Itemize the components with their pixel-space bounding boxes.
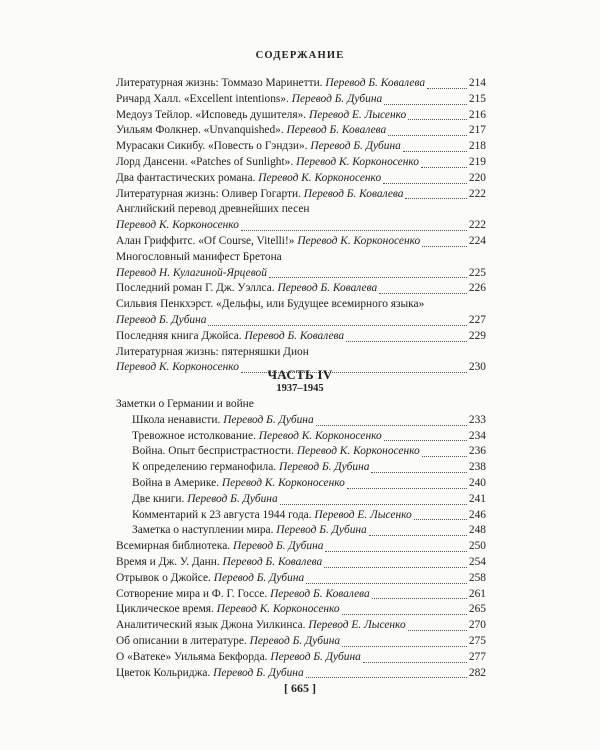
entry-page: 229 [468, 329, 486, 342]
entry-text [116, 602, 340, 618]
dot-leader [306, 677, 467, 678]
dot-leader [427, 88, 467, 89]
entry-page: 277 [468, 650, 486, 663]
entry-text [116, 539, 323, 555]
entry-text [116, 139, 401, 155]
dot-leader [379, 293, 467, 294]
dot-leader [383, 183, 467, 184]
toc-entry [116, 92, 486, 108]
entry-translator: Перевод Е. Лысенко [308, 619, 406, 632]
entry-text [116, 123, 386, 139]
entry-page: 233 [468, 413, 486, 426]
entry-translator: Перевод Б. Ковалева [303, 187, 404, 200]
dot-leader [388, 135, 467, 136]
toc-entry [116, 429, 486, 445]
entry-translator: Перевод Е. Лысенко [314, 508, 412, 521]
toc-entry [116, 634, 486, 650]
toc-entry [116, 171, 486, 187]
entry-text [116, 202, 486, 218]
entry-translator: Перевод Б. Дубина [276, 524, 367, 537]
toc-entry [116, 587, 486, 603]
entry-title: Английский перевод древнейших песен [116, 203, 310, 216]
entry-title: Тревожное истолкование. [132, 429, 259, 442]
entry-text [116, 650, 361, 666]
toc-entry [116, 155, 486, 171]
entry-page: 217 [468, 124, 486, 137]
toc-entry [116, 202, 486, 218]
dot-leader [306, 583, 467, 584]
entry-title: Цветок Кольриджа. [116, 666, 214, 679]
entry-translator: Перевод Б. Ковалева [244, 329, 345, 342]
entry-text [116, 187, 403, 203]
entry-translator: Перевод Н. Кулагиной-Ярцевой [116, 266, 267, 279]
toc-entry [116, 76, 486, 92]
entry-page: 220 [468, 171, 486, 184]
entry-page: 258 [468, 571, 486, 584]
entry-translator: Перевод Б. Дубина [232, 540, 324, 553]
entry-page: 215 [468, 92, 486, 105]
dot-leader [422, 246, 467, 247]
toc-entry [116, 476, 486, 492]
toc-entry [116, 508, 486, 524]
entry-translator: Перевод К. Корконосенко [116, 361, 239, 374]
entry-text [116, 155, 419, 171]
toc-entry [116, 539, 486, 555]
entry-title: Война в Америке. [132, 476, 222, 489]
entry-title: Сильвия Пенкхэрст. «Дельфы, или Будущее всемирного языка» [116, 298, 425, 311]
entry-title: Сотворение мира и Ф. Г. Госсе. [116, 587, 271, 600]
dot-leader [372, 598, 467, 599]
entry-page: 282 [468, 666, 486, 679]
dot-leader [414, 519, 467, 520]
entry-text [132, 476, 345, 492]
dot-leader [346, 341, 467, 342]
dot-leader [269, 277, 467, 278]
entry-text [116, 666, 304, 682]
dot-leader [405, 198, 466, 199]
entry-text [132, 413, 314, 429]
entry-translator: Перевод К. Корконосенко [297, 234, 421, 247]
toc-entry [116, 523, 486, 539]
entry-translator: Перевод Б. Дубина [278, 461, 370, 474]
dot-leader [408, 630, 467, 631]
entry-title: Отрывок о Джойсе. [116, 571, 214, 584]
entry-text [116, 266, 267, 282]
toc-entry [116, 108, 486, 124]
toc-entry [116, 266, 486, 282]
entry-title: К определению германофила. [132, 461, 279, 474]
dot-leader [325, 551, 466, 552]
toc-entry [116, 555, 486, 571]
entry-text [132, 429, 382, 445]
entry-title: Последний роман Г. Дж. Уэллса. [116, 282, 278, 295]
dot-leader [324, 567, 467, 568]
entry-text [132, 508, 412, 524]
entry-text [116, 329, 344, 345]
entry-text [116, 76, 425, 92]
entry-page: 214 [468, 77, 486, 89]
entry-translator: Перевод Б. Дубина [223, 413, 314, 426]
entry-title: Комментарий к 23 августа 1944 года. [132, 508, 315, 521]
entry-page: 230 [468, 361, 486, 374]
entry-title: Лорд Дансени. «Patches of Sunlight». [116, 155, 297, 168]
entry-translator: Перевод К. Корконосенко [296, 445, 420, 458]
section-title: Заметки о Германии и войне [116, 398, 254, 410]
entry-title: Аналитический язык Джона Уилкинса. [116, 619, 309, 632]
entry-title: Школа ненависти. [132, 413, 224, 426]
entry-translator: Перевод К. Корконосенко [258, 171, 382, 184]
entry-page: 219 [468, 155, 486, 168]
dot-leader [208, 325, 466, 326]
dot-leader [408, 119, 467, 120]
entry-page: 248 [468, 524, 486, 537]
running-header: СОДЕРЖАНИЕ [255, 50, 345, 61]
entry-text [116, 92, 382, 108]
entry-title: Всемирная библиотека. [116, 540, 233, 553]
entry-translator: Перевод Б. Дубина [213, 571, 305, 584]
dot-leader [369, 535, 467, 536]
toc-entry [116, 250, 486, 266]
toc-entry [116, 460, 486, 476]
entry-page: 250 [468, 540, 486, 553]
toc-entry [116, 123, 486, 139]
entry-text [132, 460, 369, 476]
entry-title: Многословный манифест Бретона [116, 250, 282, 263]
dot-leader [342, 646, 467, 647]
dot-leader [371, 472, 466, 473]
entry-page: 222 [468, 219, 486, 232]
entry-page: 270 [468, 619, 486, 632]
entry-text [132, 492, 278, 508]
toc-entry [116, 139, 486, 155]
entry-text [116, 234, 420, 250]
entry-text [116, 250, 486, 266]
entry-translator: Перевод К. Корконосенко [216, 603, 340, 616]
toc-entry [116, 187, 486, 203]
toc-entry [116, 413, 486, 429]
toc-entry [116, 666, 486, 682]
toc-entry [116, 444, 486, 460]
entry-translator: Перевод Б. Дубина [249, 634, 341, 647]
entry-text [116, 555, 322, 571]
entry-title: Медоуз Тейлор. «Исповедь душителя». [116, 108, 309, 121]
toc-entry [116, 313, 486, 329]
entry-text [116, 297, 486, 313]
entry-title: Мурасаки Сикибу. «Повесть о Гэндзи». [116, 140, 311, 153]
entry-title: Война. Опыт беспристрастности. [132, 445, 297, 458]
entry-title: Уильям Фолкнер. «Unvanquished». [116, 124, 287, 137]
entry-page: 254 [468, 555, 486, 568]
entry-translator: Перевод Б. Ковалева [277, 282, 378, 295]
dot-leader [384, 440, 467, 441]
entry-translator: Перевод Б. Дубина [310, 140, 401, 153]
entry-translator: Перевод К. Корконосенко [116, 219, 239, 232]
entry-title: Два фантастических романа. [116, 171, 259, 184]
entry-title: Две книги. [132, 492, 188, 505]
dot-leader [280, 504, 467, 505]
entry-page: 236 [468, 445, 486, 458]
toc-entry [116, 571, 486, 587]
entry-text [132, 523, 367, 539]
entry-text [116, 587, 370, 603]
dot-leader [363, 662, 467, 663]
dot-leader [403, 151, 467, 152]
entry-page: 275 [468, 634, 486, 647]
toc-entry [116, 345, 486, 361]
entry-page: 216 [468, 108, 486, 121]
entry-translator: Перевод Б. Ковалева [222, 555, 323, 568]
entry-title: Алан Гриффитс. «Of Course, Vitelli!» [116, 234, 298, 247]
entry-translator: Перевод Б. Ковалева [270, 587, 370, 600]
dot-leader [421, 167, 467, 168]
toc-entry [116, 492, 486, 508]
entry-title: Заметка о наступлении мира. [132, 524, 277, 537]
entry-title: Литературная жизнь: Оливер Гогарти. [116, 187, 304, 200]
entry-translator: Перевод К. Корконосенко [258, 429, 382, 442]
entry-page: 224 [468, 234, 486, 247]
entry-text [116, 618, 406, 634]
entry-text [116, 634, 340, 650]
entry-text [116, 345, 486, 361]
entry-page: 246 [468, 508, 486, 521]
entry-translator: Перевод К. Корконосенко [296, 155, 419, 168]
dot-leader [347, 488, 467, 489]
entry-page: 241 [468, 492, 486, 505]
entry-translator: Перевод Б. Дубина [291, 92, 383, 105]
toc-list-part [116, 397, 486, 681]
entry-title: Последняя книга Джойса. [116, 329, 245, 342]
entry-title: Циклическое время. [116, 603, 217, 616]
toc-entry [116, 618, 486, 634]
entry-translator: Перевод Б. Ковалева [286, 124, 387, 137]
entry-title: Литературная жизнь: пятерняшки Дион [116, 345, 309, 358]
dot-leader [342, 614, 467, 615]
entry-title: Литературная жизнь: Томмазо Маринетти. [116, 77, 326, 89]
entry-text [116, 571, 304, 587]
entry-title: Ричард Халл. «Excellent intentions». [116, 92, 292, 105]
entry-page: 225 [468, 266, 486, 279]
entry-title: Время и Дж. У. Данн. [116, 555, 223, 568]
entry-text [116, 108, 406, 124]
entry-translator: Перевод К. Корконосенко [221, 476, 345, 489]
toc-entry [116, 234, 486, 250]
entry-page: 265 [468, 603, 486, 616]
toc-entry [116, 281, 486, 297]
entry-text [116, 171, 381, 187]
entry-translator: Перевод Б. Дубина [213, 666, 304, 679]
entry-page: 222 [468, 187, 486, 200]
toc-entry [116, 218, 486, 234]
toc-section-heading [116, 397, 486, 413]
entry-text [116, 281, 377, 297]
entry-page: 234 [468, 429, 486, 442]
toc-entry [116, 650, 486, 666]
entry-translator: Перевод Б. Дубина [187, 492, 278, 505]
entry-title: О «Ватеке» Уильяма Бекфорда. [116, 650, 271, 663]
entry-text [132, 444, 420, 460]
toc-entry [116, 602, 486, 618]
entry-page: 261 [468, 587, 486, 600]
entry-page: 238 [468, 461, 486, 474]
page-number: [ 665 ] [284, 681, 316, 695]
toc-entry [116, 329, 486, 345]
entry-page: 240 [468, 476, 486, 489]
entry-translator: Перевод Е. Лысенко [308, 108, 407, 121]
entry-page: 226 [468, 282, 486, 295]
entry-translator: Перевод Б. Дубина [270, 650, 361, 663]
dot-leader [384, 104, 467, 105]
toc-list-top [116, 76, 486, 376]
entry-translator: Перевод Б. Дубина [116, 313, 207, 326]
entry-translator: Перевод Б. Ковалева [325, 77, 426, 89]
entry-text [116, 313, 206, 329]
toc-entry [116, 297, 486, 313]
entry-page: 227 [468, 313, 486, 326]
dot-leader [422, 456, 467, 457]
entry-page: 218 [468, 140, 486, 153]
dot-leader [241, 230, 467, 231]
part-years: 1937–1945 [276, 383, 324, 394]
part-title: ЧАСТЬ IV [267, 367, 333, 382]
entry-text [116, 218, 239, 234]
dot-leader [316, 425, 467, 426]
entry-title: Об описании в литературе. [116, 634, 250, 647]
